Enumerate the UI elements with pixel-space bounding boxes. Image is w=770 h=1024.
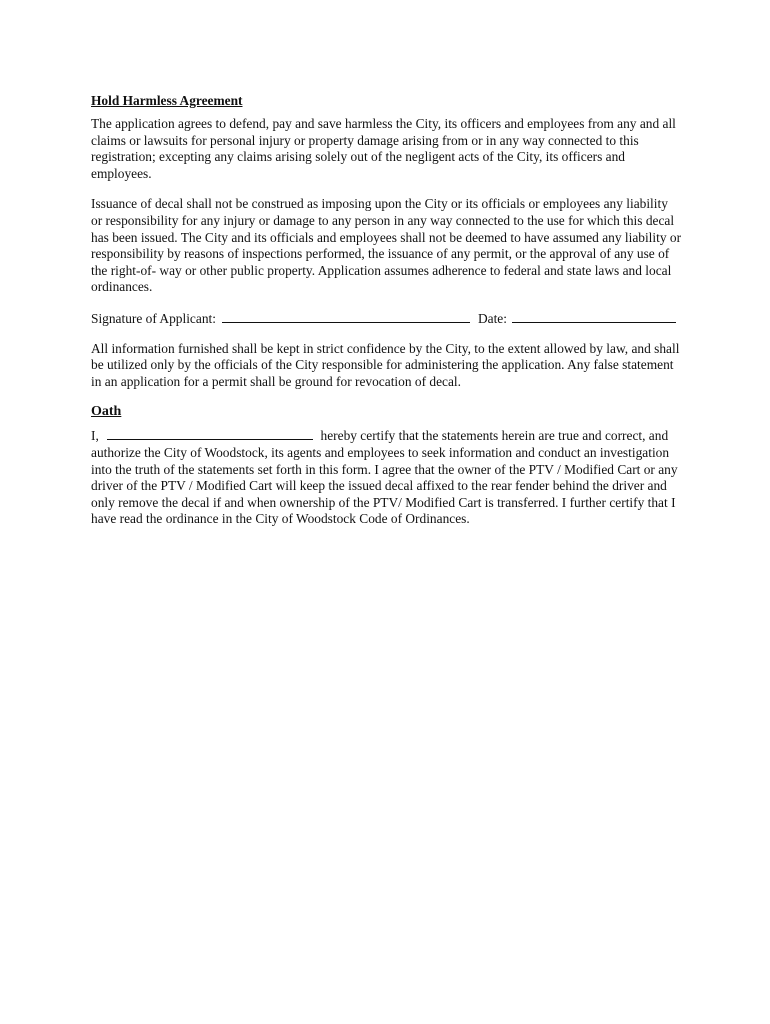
oath-text: hereby certify that the statements herein are true and correct, and authorize the City of Woodstock, its agents and employees to seek information and conduct an investigation into the truth of the statements set forth in this form. I agree that the owner of the PTV / Modified Cart or any driver of the PTV / Modified Cart will keep the issued decal affixed to the rear fender behind the driver and only remove the decal if and when ownership of the PTV/ Modified Cart is transferred. I further certify that I have read the ordinance in the City of Woodstock Code of Ordinances. [91,428,678,527]
applicant-name-field[interactable] [107,427,313,440]
signature-line [91,310,682,328]
hold-harmless-heading: Hold Harmless Agreement [91,93,243,108]
confidentiality-paragraph: All information furnished shall be kept in strict confidence by the City, to the extent allowed by law, and shall be utilized only by the officials of the City responsible for administering the application. Any false statement in an application for a permit shall be ground for revocation of decal. [91,340,680,389]
signature-label: Signature of Applicant: [91,310,216,326]
date-field[interactable] [512,310,676,323]
oath-prefix: I, [91,428,99,444]
oath-heading: Oath [91,404,122,420]
hold-harmless-paragraph-2: Issuance of decal shall not be construed as imposing upon the City or its officials or employees any liability or responsibility for any injury or damage to any person in any way connected to the use for which this decal has been issued. The City and its officials and employees shall not be deemed to have assumed any liability or responsibility by reasons of inspections performed, the issuance of any permit, or the approval of any use of the right-of- way or other public property. Application assumes adherence to federal and state laws and local ordinances. [91,196,682,295]
oath-paragraph [91,427,682,528]
hold-harmless-paragraph-1: The application agrees to defend, pay and save harmless the City, its officers and employees from any and all claims or lawsuits for personal injury or property damage arising from or in any way connected to this registration; excepting any claims arising solely out of the negligent acts of the City, its officers and employees. [91,116,676,181]
signature-field[interactable] [222,310,470,323]
date-label: Date: [477,310,507,326]
